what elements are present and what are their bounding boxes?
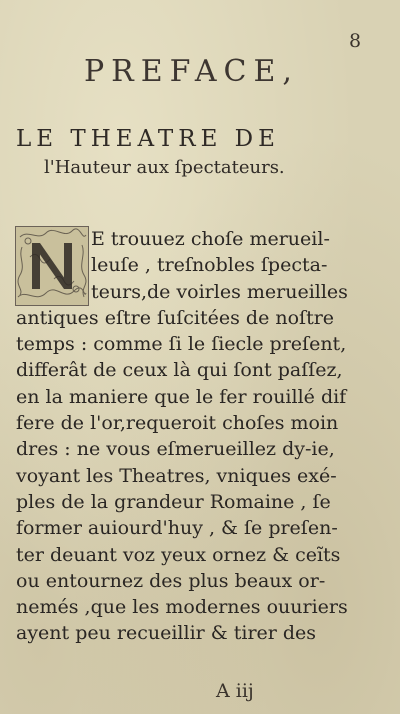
page-number: 8 xyxy=(349,30,362,52)
text-line: ter deuant voz yeux ornez & ceĩts xyxy=(16,543,341,566)
text-line: antiques eſtre ſuſcitées de noſtre xyxy=(16,306,335,329)
text-line: temps : comme ſi le ſiecle preſent, xyxy=(16,333,347,356)
text-line: E trouuez choſe merueil- xyxy=(91,228,330,250)
section-subtitle: l'Hauteur aux ſpectateurs. xyxy=(44,157,285,178)
text-line: voyant les Theatres, vniques exé- xyxy=(16,464,337,487)
text-line: teurs,de voirles merueilles xyxy=(91,280,348,303)
signature-mark: A iij xyxy=(216,680,254,702)
running-head: PREFACE, xyxy=(84,54,299,89)
section-title: LE THEATRE DE xyxy=(16,126,280,152)
text-line: ples de la grandeur Romaine , ſe xyxy=(16,490,331,513)
text-line: en la maniere que le fer rouillé dif xyxy=(16,385,347,408)
text-line: leuſe , treſnobles ſpecta- xyxy=(91,254,328,277)
text-line: differât de ceux là qui ſont paſſez, xyxy=(16,359,343,382)
text-line: ou entournez des plus beaux or- xyxy=(16,569,326,592)
text-line: dres : ne vous eſmerueillez dy-ie, xyxy=(16,438,335,461)
text-line: ayent peu recueillir & tirer des xyxy=(16,622,317,645)
text-line: nemés ,que les modernes ouuriers xyxy=(16,596,348,619)
text-line: fere de l'or,requeroit choſes moin xyxy=(16,412,339,435)
text-line: former auiourd'huy , & ſe preſen- xyxy=(16,517,338,540)
body-text xyxy=(16,226,376,647)
